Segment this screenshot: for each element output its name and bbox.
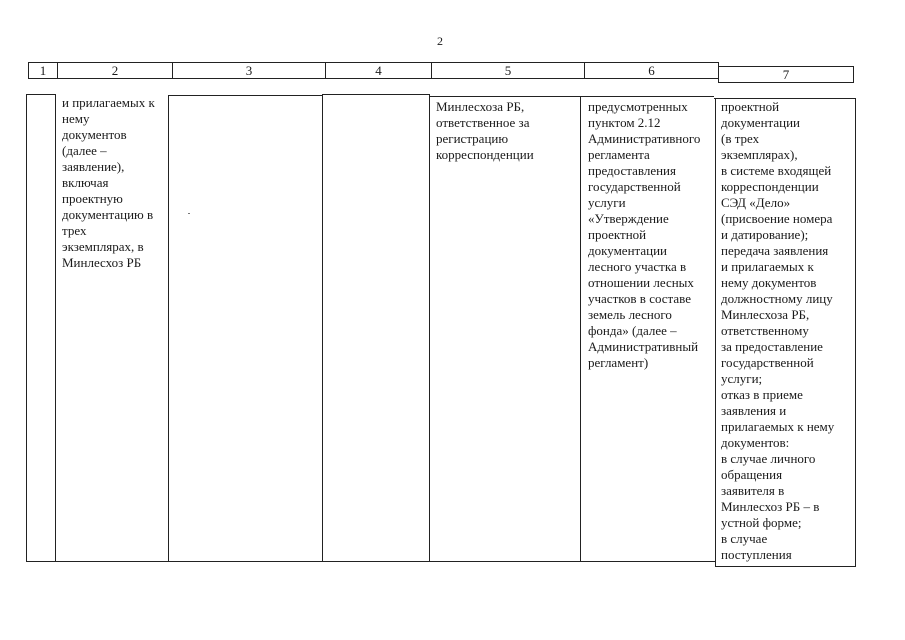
cell-col7: проектной документации (в трех экземплярах), в системе входящей корреспонденции СЭД «Дело» (присвоение номера и датирование); передача заявления и прилагаемых к нему документов должностному лицу Минлесхоза РБ, ответственному за предоставление государственной услуги; отказ в приеме заявления и прилагаемых к нему документов: в случае личного обращения заявителя в Минлесхоз РБ – в устной форме; в случае поступления (721, 99, 835, 562)
header-cell-4: 4 (325, 62, 432, 79)
header-cell-1: 1 (28, 62, 58, 79)
cell-col2: и прилагаемых к нему документов (далее – заявление), включая проектную документацию в трех экземплярах, в Минлесхоз РБ (62, 95, 155, 270)
col-divider-right (855, 98, 856, 567)
col-divider-6-7 (715, 98, 716, 567)
header-cell-5: 5 (431, 62, 585, 79)
col-divider-5-6 (580, 96, 581, 562)
cell-col6: предусмотренных пунктом 2.12 Административного регламента предоставления государственной услуги «Утверждение проектной документации лесного участка в отношении лесных участков в составе земель лесного фонда» (далее – Административный регламент) (588, 99, 701, 370)
page-number: 2 (437, 34, 443, 48)
header-cell-7: 7 (718, 66, 854, 83)
header-cell-2: 2 (57, 62, 173, 79)
col-divider-1-2 (55, 94, 56, 562)
scan-speck (188, 213, 190, 214)
header-cell-3: 3 (172, 62, 326, 79)
col-divider-4-5 (429, 94, 430, 562)
body-bottom-border (26, 561, 716, 562)
header-cell-6: 6 (584, 62, 719, 79)
cell-col5: Минлесхоза РБ, ответственное за регистрацию корреспонденции (436, 99, 534, 162)
col-divider-left (26, 94, 27, 562)
col-divider-3-4 (322, 94, 323, 562)
